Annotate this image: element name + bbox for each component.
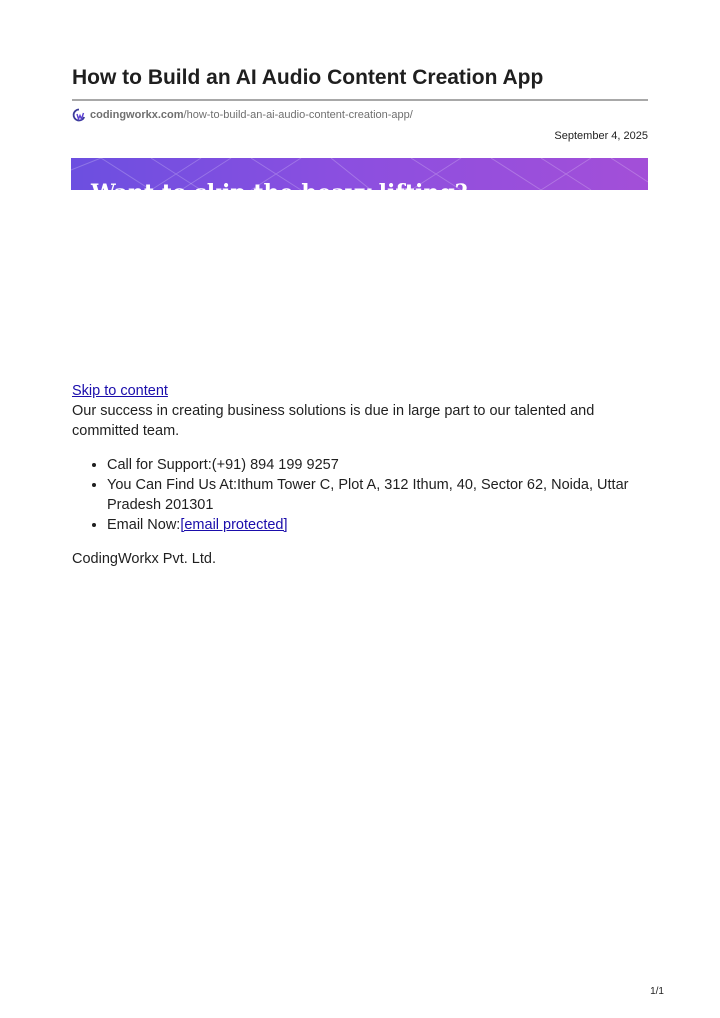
codingworkx-logo-icon (72, 108, 86, 122)
company-name: CodingWorkx Pvt. Ltd. (72, 551, 216, 567)
support-phone: (+91) 894 199 9257 (211, 457, 339, 473)
contact-list (107, 455, 648, 535)
intro-paragraph: Our success in creating business solutions is due in large part to our talented and committed team. (72, 403, 595, 439)
list-item-email (107, 515, 648, 535)
source-domain: codingworkx.com (90, 109, 184, 121)
banner-headline: Want to skip the heavy lifting? (91, 180, 468, 206)
email-link[interactable]: [email protected] (180, 517, 288, 533)
promo-banner[interactable] (71, 158, 648, 206)
page-title: How to Build an AI Audio Content Creation App (72, 66, 544, 89)
email-label: Email Now: (107, 517, 181, 533)
page-number: 1/1 (650, 986, 664, 997)
publish-date: September 4, 2025 (554, 130, 648, 142)
address-label: You Can Find Us At: (107, 477, 238, 493)
page-content (72, 381, 648, 569)
list-item-support-phone (107, 455, 648, 475)
source-url[interactable] (72, 107, 413, 123)
list-item-address (107, 475, 648, 515)
title-divider (72, 99, 648, 101)
source-path: /how-to-build-an-ai-audio-content-creation-app/ (183, 109, 413, 121)
skip-to-content-link[interactable]: Skip to content (72, 383, 168, 399)
support-label: Call for Support: (107, 457, 212, 473)
address-value: Ithum Tower C, Plot A, 312 Ithum, 40, Sector 62, Noida, Uttar Pradesh 201301 (107, 477, 629, 513)
